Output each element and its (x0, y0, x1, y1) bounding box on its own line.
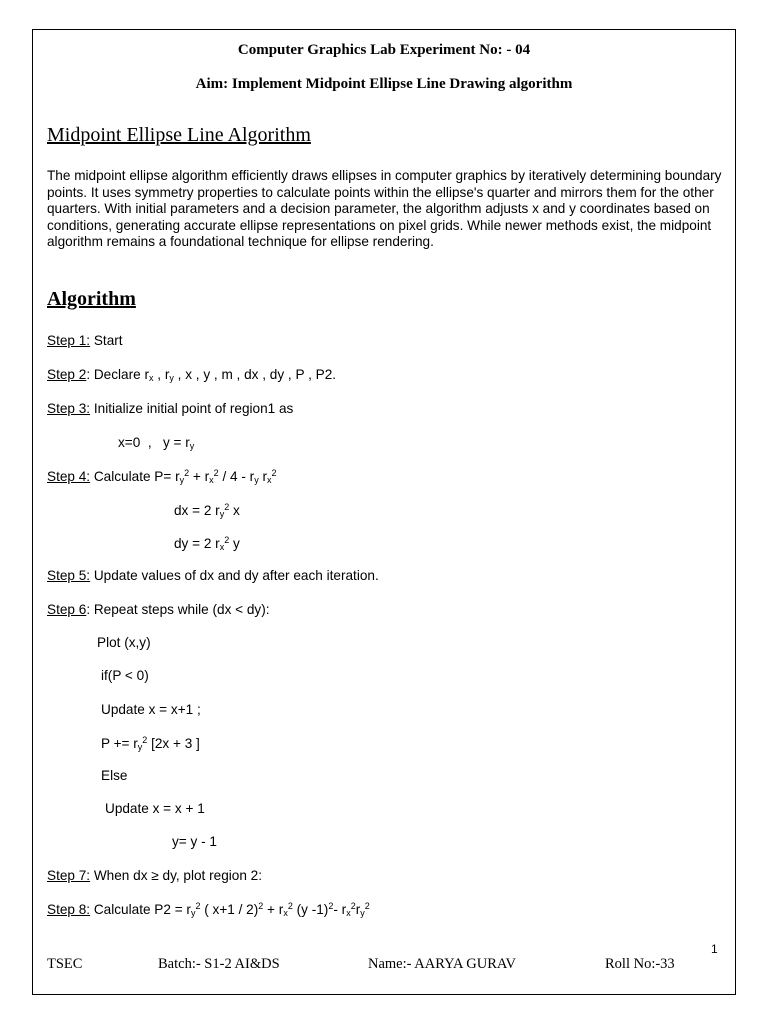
footer-name: Name:- AARYA GURAV (368, 956, 516, 972)
step-4-dy-text: dy = 2 r (174, 536, 220, 551)
step-6 (47, 602, 270, 617)
step-3-init-sub: y (189, 441, 195, 451)
step-7-label: Step 7: (47, 868, 91, 883)
formula-sup: 2 (258, 901, 264, 911)
formula-sup: 2 (271, 468, 277, 478)
step-1-text: Start (90, 333, 123, 348)
step-3-init-text: x=0 , y = r (118, 435, 190, 450)
step-4: Step 4: Calculate $P= r_y^2 + r_x^2 / 4 - r_y$ $r_x^2$ (47, 468, 277, 485)
step-4-text: Calculate P= r (90, 469, 180, 484)
step-6-text: : Repeat steps while (dx < dy): (86, 602, 270, 617)
formula-sup: 2 (350, 901, 356, 911)
step-4-dx-text: dx = 2 r (174, 503, 220, 518)
formula-sup: 2 (213, 468, 219, 478)
formula-sup: 2 (184, 468, 190, 478)
step-6-p-text: P += r (101, 736, 138, 751)
step-6-if: if(P < 0) (101, 668, 149, 683)
step-5-label: Step 5: (47, 568, 91, 583)
step-3 (47, 401, 293, 416)
step-6-y: y= y - 1 (172, 834, 217, 849)
intro-paragraph: The midpoint ellipse algorithm efficiently draws ellipses in computer graphics by iteratively determining boundary points. It uses symmetry properties to calculate points within the ellipse's quarter and mirrors them for the other quarters. With initial parameters and a decision parameter, the algorithm adjusts x and y coordinates based on conditions, generating accurate ellipse representations on pixel grids. While newer methods exist, the midpoint algorithm remains a foundational technique for ellipse rendering. (47, 168, 722, 249)
step-6-label: Step 6 (47, 602, 87, 617)
formula-sup: 2 (195, 901, 201, 911)
step-4-dx-tail: x (229, 503, 240, 518)
step-4-dy (174, 535, 240, 552)
formula-sub: y (254, 475, 259, 485)
step-4-dy-tail: y (229, 536, 240, 551)
formula-sup: 2 (224, 535, 230, 545)
section-heading-algorithm: Algorithm (47, 288, 136, 310)
step-2-text-a: : Declare r (86, 367, 150, 382)
footer-batch: Batch:- S1-2 AI&DS (158, 956, 280, 972)
aim-line: Aim: Implement Midpoint Ellipse Line Drawing algorithm (195, 76, 573, 92)
formula-sub: y (219, 509, 225, 519)
step-2-text-b: , r (153, 367, 170, 382)
step-1-label: Step 1: (47, 333, 91, 348)
formula-sup: 2 (142, 735, 148, 745)
step-6-p-tail: [2x + 3 ] (147, 736, 200, 751)
step-3-init (118, 435, 194, 451)
step-2 (47, 367, 336, 383)
formula-sub: y (137, 742, 143, 752)
step-2-sub-y: y (169, 373, 174, 383)
step-8-text: Calculate P2 = r (90, 902, 191, 917)
step-6-p (101, 735, 200, 752)
step-4-label: Step 4: (47, 469, 91, 484)
formula-sup: 2 (287, 901, 293, 911)
step-4-dx (174, 502, 240, 519)
step-5 (47, 568, 379, 583)
step-8: Step 8: Calculate $P2 = r_y^2$ ( $x+1 / 2)^2 + r_x^2$ (y -1)$^2$- $r_x^2r_y^2$ (47, 901, 370, 918)
formula-sub: x (267, 475, 272, 485)
step-6-plot: Plot (x,y) (97, 635, 151, 650)
footer-college: TSEC (47, 956, 83, 972)
experiment-title: Computer Graphics Lab Experiment No: - 04 (237, 42, 531, 58)
formula-sup: 2 (364, 901, 370, 911)
footer-roll: Roll No:-33 (605, 956, 675, 972)
step-6-else: Else (101, 768, 128, 783)
step-8-label: Step 8: (47, 902, 91, 917)
step-3-label: Step 3: (47, 401, 91, 416)
formula-sub: y (179, 475, 185, 485)
step-7 (47, 868, 262, 883)
formula-sup: 2 (224, 502, 230, 512)
formula-sup: 2 (328, 901, 334, 911)
step-2-sub-x: x (149, 373, 154, 383)
step-2-text-c: , x , y , m , dx , dy , P , P2. (173, 367, 337, 382)
formula-sub: x (209, 475, 214, 485)
page-number: 1 (711, 942, 718, 956)
formula-sub: x (346, 908, 351, 918)
step-5-text: Update values of dx and dy after each iteration. (90, 568, 379, 583)
step-7-text: When dx ≥ dy, plot region 2: (90, 868, 263, 883)
formula-sub: x (283, 908, 288, 918)
formula-sub: y (360, 908, 365, 918)
step-6-update2: Update x = x + 1 (105, 801, 205, 816)
step-2-label: Step 2 (47, 367, 87, 382)
formula-sub: x (219, 542, 225, 552)
formula-sub: y (190, 908, 196, 918)
step-1 (47, 333, 123, 348)
step-6-update1: Update x = x+1 ; (101, 702, 201, 717)
section-heading-midpoint: Midpoint Ellipse Line Algorithm (47, 124, 311, 146)
step-3-text: Initialize initial point of region1 as (90, 401, 294, 416)
